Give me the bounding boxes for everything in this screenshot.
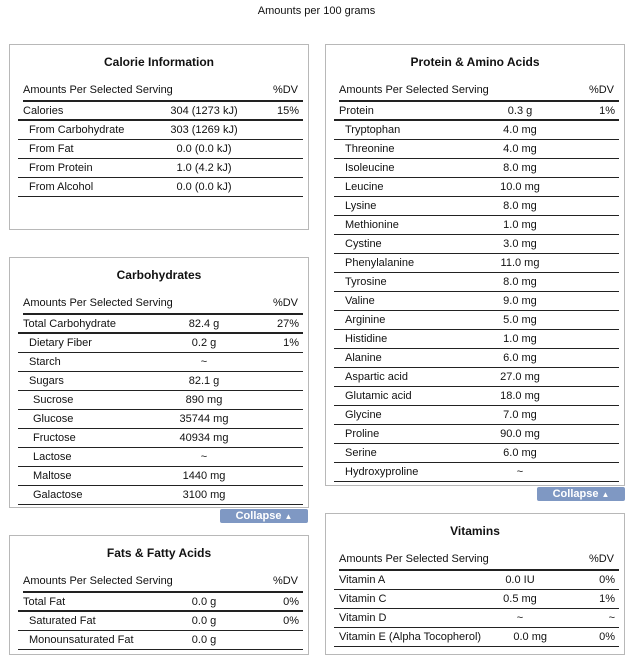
nutrient-amount: ~: [200, 356, 208, 368]
nutrient-name: Histidine: [345, 333, 388, 345]
nutrient-row: [334, 590, 619, 609]
nutrient-row: [334, 197, 619, 216]
nutrient-amount: 3100 mg: [182, 489, 226, 501]
nutrient-row: [334, 406, 619, 425]
nutrient-name: Hydroxyproline: [345, 466, 419, 478]
page-caption: Amounts per 100 grams: [257, 5, 376, 17]
nutrient-name: Vitamin D: [339, 612, 387, 624]
nutrient-amount: 1.0 mg: [503, 333, 537, 345]
nutrient-dv: 15%: [276, 104, 299, 117]
nutrient-amount: 90.0 mg: [500, 428, 540, 440]
column-dv: %DV: [588, 553, 614, 565]
nutrient-rows: [18, 102, 303, 197]
carbs-collapse-button[interactable]: [220, 509, 308, 523]
nutrient-row: [18, 178, 303, 197]
nutrient-amount: 18.0 mg: [500, 390, 540, 402]
nutrient-row: [334, 425, 619, 444]
nutrient-amount: 0.0 mg: [513, 631, 547, 643]
nutrient-row: [18, 448, 303, 467]
nutrient-row: [18, 315, 303, 334]
nutrient-name: Saturated Fat: [29, 615, 96, 627]
nutrient-row: [334, 254, 619, 273]
nutrient-amount: 4.0 mg: [503, 143, 537, 155]
column-dv: %DV: [272, 297, 298, 309]
nutrient-amount: 890 mg: [185, 394, 223, 406]
nutrient-amount: 35744 mg: [179, 413, 229, 425]
nutrient-row: [18, 593, 303, 612]
nutrient-amount: 1.0 (4.2 kJ): [176, 162, 232, 174]
nutrient-dv: 1%: [283, 337, 299, 349]
column-header: [339, 549, 619, 571]
carbohydrates-panel: [9, 257, 309, 508]
nutrient-dv: 1%: [599, 104, 615, 117]
nutrient-dv: 0%: [599, 631, 615, 643]
nutrient-amount: 0.0 g: [191, 634, 217, 646]
nutrient-rows: [334, 571, 619, 647]
nutrient-name: Fructose: [33, 432, 76, 444]
nutrient-row: [334, 102, 619, 121]
nutrient-dv: 0%: [283, 615, 299, 627]
nutrient-name: Threonine: [345, 143, 395, 155]
collapse-label: Collapse: [235, 510, 282, 522]
column-header: [23, 80, 303, 102]
nutrient-amount: ~: [516, 466, 524, 478]
nutrient-name: Lysine: [345, 200, 377, 212]
nutrient-amount: 8.0 mg: [503, 276, 537, 288]
nutrient-rows: [18, 593, 303, 650]
column-dv: %DV: [272, 575, 298, 587]
protein-collapse-button[interactable]: [537, 487, 625, 501]
nutrient-row: [334, 444, 619, 463]
nutrient-row: [334, 178, 619, 197]
nutrient-row: [334, 609, 619, 628]
nutrient-amount: 0.0 g: [191, 615, 217, 627]
nutrient-row: [334, 159, 619, 178]
nutrient-amount: 303 (1269 kJ): [170, 124, 238, 136]
nutrient-name: Vitamin A: [339, 574, 386, 586]
nutrient-name: Tyrosine: [345, 276, 387, 288]
nutrient-row: [334, 463, 619, 482]
calorie-panel: [9, 44, 309, 230]
nutrient-name: Sugars: [29, 375, 64, 387]
column-header: [23, 293, 303, 315]
nutrient-name: Starch: [29, 356, 61, 368]
nutrient-row: [18, 410, 303, 429]
nutrient-name: Arginine: [345, 314, 386, 326]
nutrient-name: From Protein: [29, 162, 93, 174]
nutrient-amount: 304 (1273 kJ): [170, 104, 238, 117]
nutrient-name: Calories: [23, 104, 64, 117]
nutrient-amount: 0.0 (0.0 kJ): [176, 143, 232, 155]
vitamins-panel: [325, 513, 625, 655]
panel-title: Vitamins: [450, 524, 500, 538]
nutrient-name: Total Carbohydrate: [23, 317, 116, 330]
nutrient-name: Alanine: [345, 352, 382, 364]
nutrient-amount: 5.0 mg: [503, 314, 537, 326]
nutrient-row: [334, 387, 619, 406]
nutrient-row: [334, 216, 619, 235]
nutrient-row: [334, 121, 619, 140]
nutrient-row: [334, 628, 619, 647]
nutrient-dv: 0%: [599, 574, 615, 586]
column-label: Amounts Per Selected Serving: [23, 84, 173, 96]
nutrient-row: [18, 391, 303, 410]
column-label: Amounts Per Selected Serving: [339, 553, 489, 565]
nutrient-row: [334, 571, 619, 590]
panel-title: Calorie Information: [103, 55, 214, 69]
nutrient-amount: 7.0 mg: [503, 409, 537, 421]
nutrient-name: Leucine: [345, 181, 384, 193]
nutrient-name: Glucose: [33, 413, 74, 425]
nutrient-row: [18, 121, 303, 140]
nutrient-amount: 11.0 mg: [500, 257, 540, 269]
nutrient-row: [334, 140, 619, 159]
nutrient-name: Lactose: [33, 451, 72, 463]
nutrient-amount: 40934 mg: [179, 432, 229, 444]
nutrient-dv: 1%: [599, 593, 615, 605]
chevron-up-icon: ▲: [284, 512, 293, 521]
nutrient-row: [334, 273, 619, 292]
nutrient-amount: 27.0 mg: [500, 371, 540, 383]
nutrient-amount: 10.0 mg: [500, 181, 540, 193]
nutrient-dv: 27%: [276, 317, 299, 330]
nutrient-amount: 0.5 mg: [503, 593, 537, 605]
nutrient-name: Valine: [345, 295, 375, 307]
nutrient-name: Maltose: [33, 470, 72, 482]
chevron-up-icon: ▲: [601, 490, 610, 499]
nutrient-amount: 6.0 mg: [503, 447, 537, 459]
column-dv: %DV: [272, 84, 298, 96]
nutrient-row: [334, 292, 619, 311]
nutrient-name: From Alcohol: [29, 181, 94, 193]
nutrient-dv: ~: [608, 612, 615, 624]
column-label: Amounts Per Selected Serving: [23, 575, 173, 587]
nutrient-amount: 9.0 mg: [503, 295, 537, 307]
nutrient-rows: [334, 102, 619, 482]
column-dv: %DV: [588, 84, 614, 96]
nutrient-name: Sucrose: [33, 394, 74, 406]
nutrient-row: [18, 102, 303, 121]
nutrient-row: [18, 372, 303, 391]
nutrient-amount: 4.0 mg: [503, 124, 537, 136]
protein-panel: [325, 44, 625, 486]
nutrient-row: [18, 140, 303, 159]
nutrient-name: Proline: [345, 428, 380, 440]
nutrient-name: Serine: [345, 447, 377, 459]
nutrient-row: [18, 467, 303, 486]
nutrient-rows: [18, 315, 303, 505]
nutrient-amount: 0.0 (0.0 kJ): [176, 181, 232, 193]
nutrient-amount: 0.2 g: [191, 337, 217, 349]
nutrient-amount: 1440 mg: [182, 470, 226, 482]
nutrient-name: Total Fat: [23, 595, 66, 608]
nutrient-row: [334, 368, 619, 387]
nutrient-amount: 0.3 g: [507, 104, 533, 117]
nutrient-name: Monounsaturated Fat: [29, 634, 134, 646]
nutrient-amount: 0.0 IU: [505, 574, 535, 586]
nutrient-row: [334, 235, 619, 254]
nutrient-name: Vitamin E (Alpha Tocopherol): [339, 631, 482, 643]
panel-title: Protein & Amino Acids: [410, 55, 540, 69]
column-label: Amounts Per Selected Serving: [339, 84, 489, 96]
nutrient-dv: 0%: [283, 595, 299, 608]
nutrient-amount: 3.0 mg: [503, 238, 537, 250]
nutrient-amount: 8.0 mg: [503, 200, 537, 212]
nutrient-row: [18, 486, 303, 505]
nutrient-name: Protein: [339, 104, 374, 117]
nutrient-name: Galactose: [33, 489, 83, 501]
nutrient-name: From Fat: [29, 143, 74, 155]
nutrient-row: [18, 429, 303, 448]
nutrient-amount: 1.0 mg: [503, 219, 537, 231]
column-header: [23, 571, 303, 593]
nutrient-name: Methionine: [345, 219, 399, 231]
fats-panel: [9, 535, 309, 655]
nutrient-row: [334, 311, 619, 330]
nutrient-amount: 8.0 mg: [503, 162, 537, 174]
nutrient-row: [334, 349, 619, 368]
nutrient-row: [334, 330, 619, 349]
panel-title: Carbohydrates: [116, 268, 202, 282]
nutrient-name: From Carbohydrate: [29, 124, 125, 136]
nutrient-name: Vitamin C: [339, 593, 387, 605]
nutrient-amount: 6.0 mg: [503, 352, 537, 364]
nutrient-amount: 0.0 g: [191, 595, 217, 608]
nutrient-row: [18, 334, 303, 353]
nutrient-name: Phenylalanine: [345, 257, 415, 269]
nutrient-name: Glycine: [345, 409, 382, 421]
nutrient-amount: 82.4 g: [188, 317, 220, 330]
nutrient-name: Dietary Fiber: [29, 337, 92, 349]
nutrient-amount: ~: [200, 451, 208, 463]
nutrient-name: Cystine: [345, 238, 382, 250]
nutrient-row: [18, 159, 303, 178]
nutrient-row: [18, 612, 303, 631]
panel-title: Fats & Fatty Acids: [106, 546, 212, 560]
nutrient-name: Glutamic acid: [345, 390, 412, 402]
nutrient-name: Tryptophan: [345, 124, 401, 136]
column-label: Amounts Per Selected Serving: [23, 297, 173, 309]
nutrient-row: [18, 353, 303, 372]
nutrient-name: Isoleucine: [345, 162, 395, 174]
nutrient-name: Aspartic acid: [345, 371, 408, 383]
collapse-label: Collapse: [552, 488, 599, 500]
nutrient-amount: ~: [516, 612, 524, 624]
nutrient-amount: 82.1 g: [188, 375, 220, 387]
column-header: [339, 80, 619, 102]
